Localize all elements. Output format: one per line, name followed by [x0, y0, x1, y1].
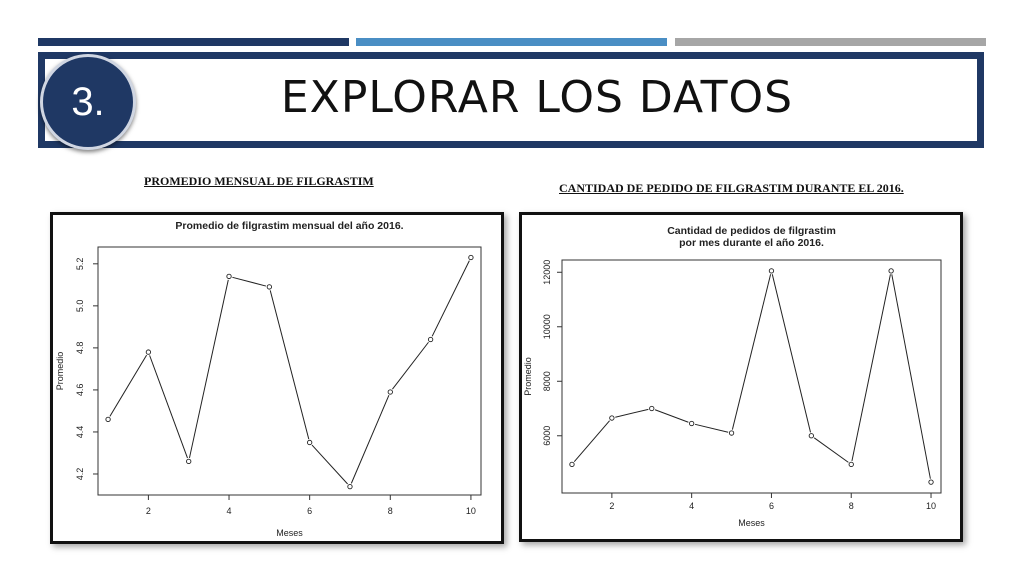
series-line-segment: [814, 438, 848, 463]
right-chart-caption: CANTIDAD DE PEDIDO DE FILGRASTIM DURANTE EL 2016.: [559, 181, 904, 195]
slide-title: EXPLORAR LOS DATOS: [280, 72, 794, 123]
chart-subtitle: por mes durante el año 2016.: [679, 237, 824, 249]
x-tick-label: 8: [848, 501, 854, 511]
data-point: [187, 459, 191, 463]
y-axis-label: Promedio: [523, 357, 533, 396]
x-tick-label: 2: [609, 501, 615, 511]
y-tick-label: 12000: [542, 259, 552, 285]
data-point: [106, 417, 110, 421]
x-tick-label: 2: [145, 506, 151, 516]
series-line-segment: [110, 355, 147, 416]
y-tick-label: 10000: [542, 314, 552, 340]
data-point: [469, 255, 473, 259]
series-line-segment: [232, 277, 266, 286]
data-point: [227, 274, 231, 278]
chart-title: Cantidad de pedidos de filgrastim: [667, 225, 836, 237]
y-axis-label: Promedio: [55, 351, 65, 391]
y-tick-label: 8000: [542, 371, 552, 392]
y-tick-label: 5.0: [75, 299, 85, 313]
data-point: [146, 350, 150, 354]
data-point: [889, 269, 893, 273]
series-line-segment: [615, 409, 648, 417]
x-tick-label: 10: [926, 501, 937, 511]
data-point: [267, 285, 271, 289]
series-line-segment: [695, 424, 728, 432]
y-tick-label: 4.4: [75, 425, 85, 439]
y-tick-label: 4.6: [75, 383, 85, 397]
series-line-segment: [574, 421, 609, 462]
data-point: [307, 440, 311, 444]
series-line-segment: [892, 274, 931, 478]
series-line-segment: [351, 395, 389, 483]
series-line-segment: [150, 355, 188, 458]
x-tick-label: 8: [387, 506, 393, 516]
x-tick-label: 6: [307, 506, 313, 516]
data-point: [388, 390, 392, 394]
data-point: [610, 416, 614, 420]
y-tick-label: 4.8: [75, 341, 85, 355]
y-tick-label: 4.2: [75, 467, 85, 481]
left-line-chart: [53, 215, 501, 541]
data-point: [729, 431, 733, 435]
x-tick-label: 4: [226, 506, 232, 516]
right-line-chart: [522, 215, 960, 539]
x-axis-label: Meses: [276, 528, 303, 538]
section-number-badge: 3.: [40, 54, 136, 150]
data-point: [809, 434, 813, 438]
plot-area: [562, 260, 941, 493]
series-line-segment: [655, 410, 688, 423]
series-line-segment: [852, 274, 890, 461]
left-chart-frame: [50, 212, 504, 544]
data-point: [570, 462, 574, 466]
data-point: [769, 269, 773, 273]
data-point: [929, 480, 933, 484]
y-tick-label: 6000: [542, 425, 552, 446]
series-line-segment: [189, 280, 228, 458]
data-point: [650, 406, 654, 410]
data-point: [849, 462, 853, 466]
stripe-dark: [38, 38, 349, 46]
data-point: [689, 421, 693, 425]
right-chart-frame: [519, 212, 963, 542]
x-axis-label: Meses: [738, 518, 765, 528]
series-line-segment: [312, 445, 348, 484]
chart-title: Promedio de filgrastim mensual del año 2016.: [175, 220, 404, 232]
stripe-gray: [675, 38, 986, 46]
series-line-segment: [772, 274, 810, 432]
series-line-segment: [732, 274, 770, 429]
x-tick-label: 10: [465, 506, 476, 516]
x-tick-label: 6: [768, 501, 774, 511]
data-point: [348, 484, 352, 488]
y-tick-label: 5.2: [75, 257, 85, 271]
stripe-blue: [356, 38, 667, 46]
left-chart-caption: PROMEDIO MENSUAL DE FILGRASTIM: [144, 174, 374, 188]
series-line-segment: [270, 290, 309, 439]
x-tick-label: 4: [689, 501, 695, 511]
series-line-segment: [432, 261, 469, 337]
data-point: [428, 337, 432, 341]
series-line-segment: [392, 342, 428, 389]
